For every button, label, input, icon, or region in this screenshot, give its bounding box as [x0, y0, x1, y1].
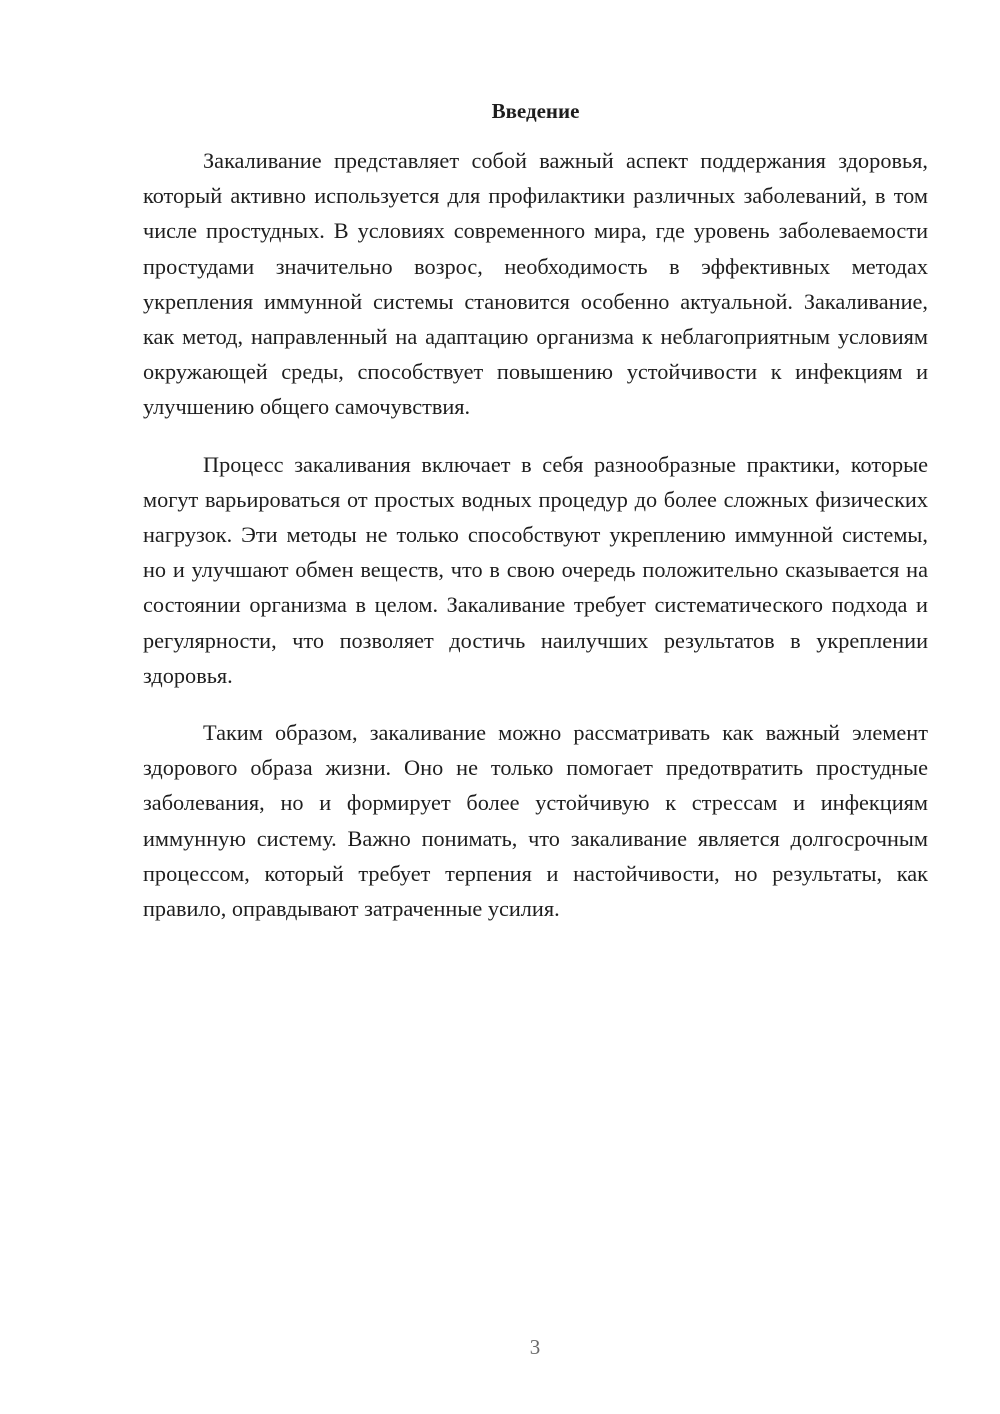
paragraph-1: Закаливание представляет собой важный аспект поддержания здоровья, который активно используется для профилактики различных заболеваний, в том числе простудных. В условиях современного мира, где уровень заболеваемости простудами значительно возрос, необходимость в эффективных методах укрепления иммунной системы становится особенно актуальной. Закаливание, как метод, направленный на адаптацию организма к неблагоприятным условиям окружающей среды, способствует повышению устойчивости к инфекциям и улучшению общего самочувствия.: [143, 148, 928, 420]
section-heading: Введение: [491, 99, 580, 123]
paragraph-2: Процесс закаливания включает в себя разнообразные практики, которые могут варьироваться от простых водных процедур до более сложных физических нагрузок. Эти методы не только способствуют укреплению иммунной системы, но и улучшают обмен веществ, что в свою очередь положительно сказывается на состоянии организма в целом. Закаливание требует систематического подхода и регулярности, что позволяет достичь наилучших результатов в укреплении здоровья.: [143, 451, 928, 688]
paragraph-3: Таким образом, закаливание можно рассматривать как важный элемент здорового образа жизни. Оно не только помогает предотвратить простудные заболевания, но и формирует более устойчивую к стрессам и инфекциям иммунную систему. Важно понимать, что закаливание является долгосрочным процессом, который требует терпения и настойчивости, но результаты, как правило, оправдывают затраченные усилия.: [143, 720, 928, 922]
body-text: [143, 143, 928, 926]
page-number: 3: [529, 1335, 541, 1359]
